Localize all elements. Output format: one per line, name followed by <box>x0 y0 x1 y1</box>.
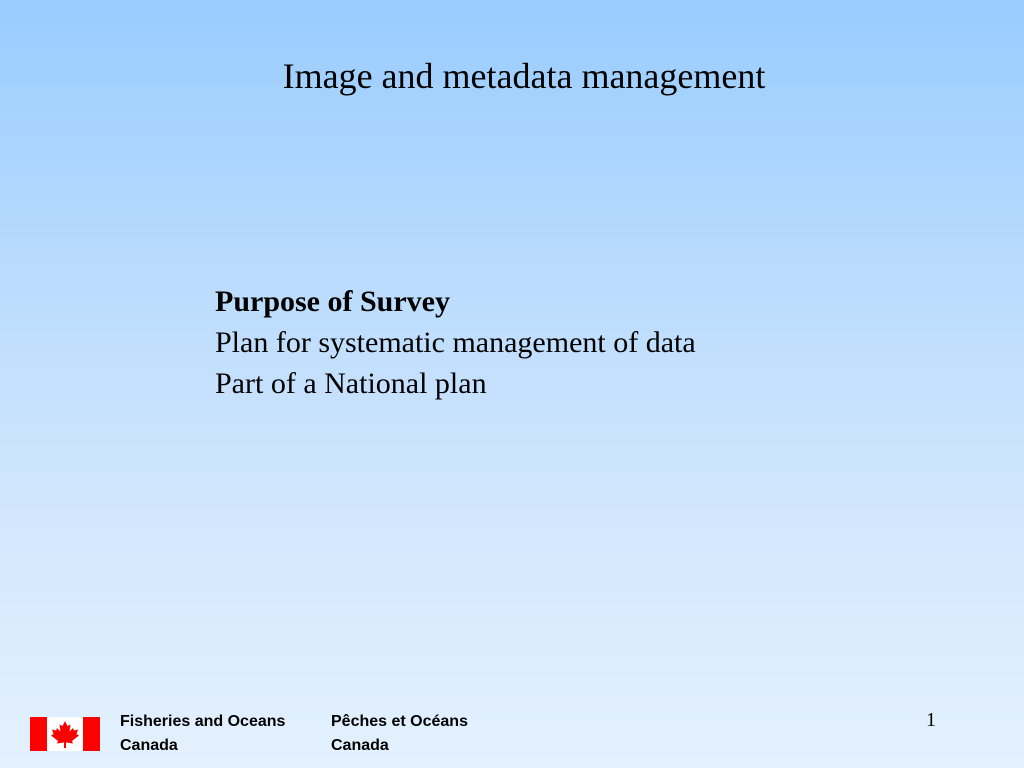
org-english-line-1: Fisheries and Oceans <box>120 713 286 730</box>
org-name-french <box>331 710 468 758</box>
body-heading: Purpose of Survey <box>215 285 450 318</box>
canada-flag-icon <box>30 717 100 751</box>
slide-body <box>215 281 696 404</box>
footer <box>0 700 1024 768</box>
org-name-english <box>120 710 285 758</box>
body-line-1: Plan for systematic management of data <box>215 326 696 359</box>
org-english-line-2: Canada <box>120 737 178 754</box>
org-french-line-2: Canada <box>331 737 389 754</box>
slide-title: Image and metadata management <box>282 56 766 96</box>
page-number: 1 <box>926 709 936 731</box>
body-line-2: Part of a National plan <box>215 367 487 400</box>
org-french-line-1: Pêches et Océans <box>331 713 468 730</box>
